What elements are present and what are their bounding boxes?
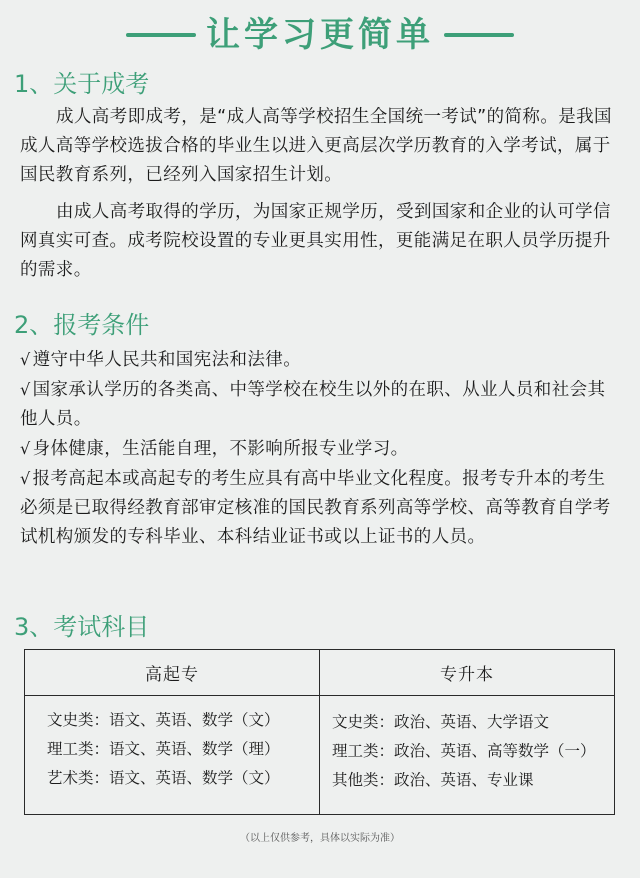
requirement-item	[20, 375, 620, 434]
banner-right-line	[444, 33, 514, 37]
column-body	[25, 696, 319, 793]
requirement-text: 报考高起本或高起专的考生应具有高中毕业文化程度。报考专升本的考生必须是已取得经教育部审定核准的国民教育系列高等学校、高等教育自学考试机构颁发的专科毕业、本科结业证书或以上证书的人员。	[20, 469, 611, 547]
footnote: （以上仅供参考，具体以实际为准）	[240, 833, 400, 844]
subject-row: 文史类：政治、英语、大学语文	[332, 713, 550, 731]
column-header: 专升本	[320, 650, 614, 696]
about-paragraph-2: 由成人高考取得的学历，为国家正规学历，受到国家和企业的认可学信网真实可查。成考院校设置的专业更具实用性，更能满足在职人员学历提升的需求。	[20, 202, 611, 280]
requirement-item	[20, 434, 620, 464]
check-mark-icon: √	[20, 350, 31, 369]
subject-row: 文史类：语文、英语、数学（文）	[47, 711, 280, 729]
requirement-text: 身体健康，生活能自理，不影响所报专业学习。	[32, 439, 409, 459]
banner-left-line	[126, 33, 196, 37]
requirements-list	[20, 345, 620, 552]
section-heading-requirements: 2、报考条件	[14, 311, 150, 339]
banner-title: 让学习更简单	[206, 15, 434, 55]
requirement-item	[20, 345, 620, 375]
subject-row: 理工类：语文、英语、数学（理）	[47, 740, 280, 758]
section-heading-about: 1、关于成考	[14, 70, 150, 98]
check-mark-icon: √	[20, 469, 31, 488]
subject-row: 理工类：政治、英语、高等数学（一）	[332, 742, 596, 760]
column-body	[320, 696, 614, 795]
column-header: 高起专	[25, 650, 319, 696]
subjects-column-zhuanshengben	[319, 650, 614, 814]
about-paragraph-1: 成人高考即成考，是“成人高等学校招生全国统一考试”的简称。是我国成人高等学校选拔合格的毕业生以进入更高层次学历教育的入学考试，属于国民教育系列，已经列入国家招生计划。	[20, 107, 612, 185]
requirement-item	[20, 464, 620, 552]
requirement-text: 遵守中华人民共和国宪法和法律。	[32, 350, 302, 370]
check-mark-icon: √	[20, 439, 31, 458]
subject-row: 其他类：政治、英语、专业课	[332, 771, 534, 789]
subjects-table	[24, 649, 615, 815]
subject-row: 艺术类：语文、英语、数学（文）	[47, 769, 280, 787]
requirement-text: 国家承认学历的各类高、中等学校在校生以外的在职、从业人员和社会其他人员。	[20, 380, 606, 429]
banner	[0, 12, 640, 58]
check-mark-icon: √	[20, 380, 31, 399]
section-heading-subjects: 3、考试科目	[14, 613, 150, 641]
subjects-column-gaoqizhuan	[25, 650, 319, 814]
